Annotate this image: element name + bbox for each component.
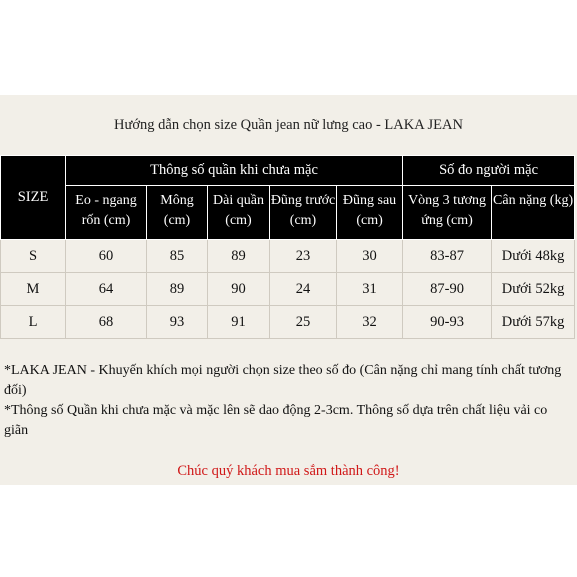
closing-message: Chúc quý khách mua sắm thành công! <box>177 463 400 479</box>
column-header-hip: Mông (cm) <box>147 186 208 240</box>
table-cell: 23 <box>270 240 337 273</box>
column-header-front-rise: Đũng trước (cm) <box>270 186 337 240</box>
size-column-header: SIZE <box>1 156 66 240</box>
table-cell: 85 <box>147 240 208 273</box>
table-cell: Dưới 52kg <box>492 273 575 306</box>
table-cell: 68 <box>66 306 147 339</box>
body-group-header: Số đo người mặc <box>403 156 575 186</box>
table-cell: 93 <box>147 306 208 339</box>
column-header-waist: Eo - ngang rốn (cm) <box>66 186 147 240</box>
notes <box>4 361 574 441</box>
column-header-body-hip: Vòng 3 tương ứng (cm) <box>403 186 492 240</box>
table-cell: Dưới 48kg <box>492 240 575 273</box>
table-cell: 90-93 <box>403 306 492 339</box>
note-weight: *LAKA JEAN - Khuyến khích mọi người chọn size theo số đo (Cân nặng chỉ mang tính chất tương đối) <box>4 363 562 398</box>
size-table <box>0 155 575 339</box>
table-cell: 24 <box>270 273 337 306</box>
header-row-groups <box>1 156 575 186</box>
column-header-back-rise: Đũng sau (cm) <box>337 186 403 240</box>
table-cell: 87-90 <box>403 273 492 306</box>
table-cell: 64 <box>66 273 147 306</box>
table-row <box>1 273 575 306</box>
table-cell: 31 <box>337 273 403 306</box>
table-cell: 32 <box>337 306 403 339</box>
size-cell: S <box>1 240 66 273</box>
table-row <box>1 240 575 273</box>
garment-group-header: Thông số quần khi chưa mặc <box>66 156 403 186</box>
table-cell: 83-87 <box>403 240 492 273</box>
table-cell: 60 <box>66 240 147 273</box>
column-header-length: Dài quần (cm) <box>208 186 270 240</box>
header-row-columns <box>1 186 575 240</box>
table-cell: 25 <box>270 306 337 339</box>
table-cell: 91 <box>208 306 270 339</box>
column-header-weight: Cân nặng (kg) <box>492 186 575 240</box>
size-cell: M <box>1 273 66 306</box>
size-cell: L <box>1 306 66 339</box>
size-guide-card <box>0 95 577 485</box>
table-cell: 90 <box>208 273 270 306</box>
table-row <box>1 306 575 339</box>
table-cell: 30 <box>337 240 403 273</box>
table-cell: 89 <box>208 240 270 273</box>
note-stretch: *Thông số Quần khi chưa mặc và mặc lên sẽ dao động 2-3cm. Thông số dựa trên chất liệu vải co giãn <box>4 403 548 438</box>
page-title: Hướng dẫn chọn size Quần jean nữ lưng cao - LAKA JEAN <box>114 117 463 133</box>
table-cell: Dưới 57kg <box>492 306 575 339</box>
table-cell: 89 <box>147 273 208 306</box>
